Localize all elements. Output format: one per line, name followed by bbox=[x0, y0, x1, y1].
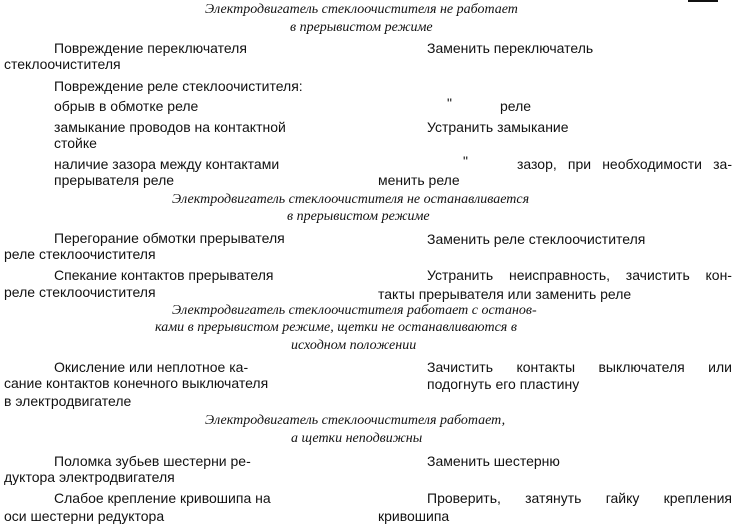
fault-text: реле стеклоочистителя bbox=[4, 246, 156, 262]
remedy-word: выключателя bbox=[598, 359, 685, 375]
remedy-text: такты прерывателя или заменить реле bbox=[378, 286, 632, 302]
fault-text: реле стеклоочистителя bbox=[4, 284, 156, 300]
fault-text: Поломка зубьев шестерни ре- bbox=[54, 453, 251, 469]
page-edge-mark bbox=[688, 0, 718, 2]
section-heading-line: Электродвигатель стеклоочистителя не работает bbox=[205, 2, 518, 17]
remedy-word: или bbox=[708, 359, 732, 375]
remedy-text: Устранить замыкание bbox=[427, 119, 569, 135]
remedy-text: кривошипа bbox=[378, 508, 450, 524]
remedy-text bbox=[517, 156, 732, 172]
remedy-text bbox=[427, 267, 732, 283]
remedy-text: менить реле bbox=[378, 172, 460, 188]
remedy-word: контакты bbox=[516, 359, 576, 375]
remedy-word: необходимости bbox=[602, 156, 702, 172]
remedy-word: Проверить, bbox=[427, 490, 501, 506]
fault-text: дуктора электродвигателя bbox=[4, 469, 175, 485]
remedy-word: крепления bbox=[663, 490, 732, 506]
remedy-word: Устранить bbox=[427, 267, 494, 283]
fault-text: Повреждение реле стеклоочистителя: bbox=[54, 78, 303, 94]
fault-text: Повреждение переключателя bbox=[54, 40, 247, 56]
remedy-text: Заменить переключатель bbox=[427, 40, 594, 56]
fault-text: сание контактов конечного выключателя bbox=[4, 375, 269, 391]
section-heading-line: Электродвигатель стеклоочистителя работает, bbox=[205, 413, 506, 428]
fault-text: Окисление или неплотное ка- bbox=[54, 359, 249, 375]
fault-text: Слабое крепление кривошипа на bbox=[54, 490, 271, 506]
section-heading-line: а щетки неподвижны bbox=[291, 431, 423, 446]
section-heading-line: Электродвигатель стеклоочистителя не останавливается bbox=[172, 192, 530, 207]
remedy-text: реле bbox=[500, 98, 532, 114]
remedy-text: подогнуть его пластину bbox=[427, 376, 580, 392]
fault-text: в электродвигателе bbox=[4, 393, 132, 409]
fault-text: Перегорание обмотки прерывателя bbox=[54, 230, 285, 246]
remedy-word: при bbox=[567, 156, 592, 172]
remedy-text bbox=[427, 490, 732, 506]
remedy-word: зазор, bbox=[517, 156, 557, 172]
remedy-word: за- bbox=[713, 156, 732, 172]
remedy-text bbox=[427, 359, 732, 375]
ditto-mark: " bbox=[447, 95, 452, 111]
remedy-text: Заменить шестерню bbox=[427, 453, 560, 469]
section-heading-line: исходном положении bbox=[291, 338, 417, 353]
fault-text: оси шестерни редуктора bbox=[4, 508, 165, 524]
remedy-word: затянуть bbox=[525, 490, 582, 506]
fault-text: Спекание контактов прерывателя bbox=[54, 267, 274, 283]
remedy-word: кон- bbox=[705, 267, 732, 283]
fault-text: обрыв в обмотке реле bbox=[54, 98, 199, 114]
fault-text: прерывателя реле bbox=[54, 172, 175, 188]
remedy-text: Заменить реле стеклоочистителя bbox=[427, 231, 646, 247]
remedy-word: неисправность, bbox=[508, 267, 611, 283]
fault-text: стойке bbox=[54, 135, 97, 151]
fault-text: наличие зазора между контактами bbox=[54, 156, 280, 172]
fault-text: стеклоочистителя bbox=[4, 56, 121, 72]
fault-text: замыкание проводов на контактной bbox=[54, 119, 286, 135]
remedy-word: гайку bbox=[605, 490, 640, 506]
section-heading-line: Электродвигатель стеклоочистителя работает с останов- bbox=[172, 303, 537, 318]
section-heading-line: в прерывистом режиме bbox=[290, 20, 433, 35]
section-heading-line: в прерывистом режиме bbox=[287, 209, 430, 224]
section-heading-line: ками в прерывистом режиме, щетки не останавливаются в bbox=[155, 320, 517, 335]
ditto-mark: " bbox=[463, 153, 468, 169]
remedy-word: Зачистить bbox=[427, 359, 493, 375]
remedy-word: зачистить bbox=[625, 267, 690, 283]
